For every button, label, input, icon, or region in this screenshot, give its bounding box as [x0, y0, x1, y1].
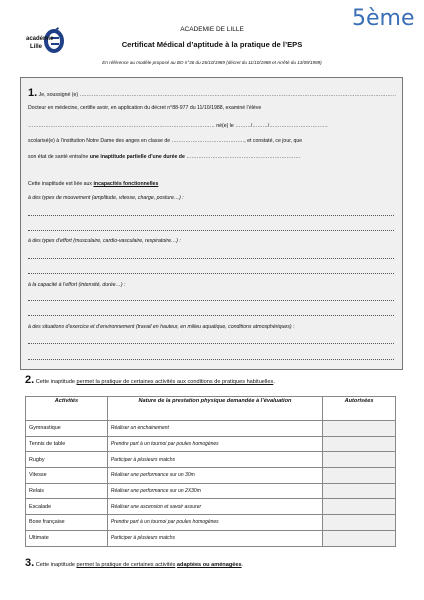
- section1-box: [20, 77, 403, 370]
- activity-cell: Ultimate: [26, 530, 108, 546]
- reference-note: En référence au modèle proposé au BO n°36 du 26/10/1989 (décret du 11/10/1988 et Arrêté du 13/09/1989): [102, 60, 322, 65]
- header-nature: Nature de la prestation physique demandée à l’évaluation: [107, 397, 322, 421]
- incapacites-prefix: Cette inaptitude est liée aux: [28, 181, 94, 187]
- authorized-cell[interactable]: [323, 515, 396, 531]
- header-autorisees: Autorisées: [323, 397, 396, 421]
- section3-prefix: Cette inaptitude: [34, 562, 77, 568]
- section3-number: 3.: [25, 557, 35, 569]
- nature-cell: Réaliser une ascension et savoir assurer: [107, 499, 322, 515]
- section2-heading: [25, 374, 275, 386]
- header-activites: Activités: [26, 397, 108, 421]
- table-row: [26, 515, 396, 531]
- answer-line[interactable]: [28, 215, 394, 216]
- duree-line[interactable]: [28, 154, 300, 160]
- section3-heading: [25, 557, 243, 569]
- table-row: [26, 421, 396, 437]
- grade-label: 5ème: [352, 6, 415, 31]
- table-row: [26, 468, 396, 484]
- incapacites-label: incapacités fonctionnelles: [93, 181, 159, 187]
- nature-cell: Participer à plusieurs matchs: [107, 530, 322, 546]
- section3-suffix: .: [241, 562, 244, 568]
- q-capacite: à la capacité à l’effort (intensité, durée…) :: [28, 282, 126, 288]
- activity-cell: Boxe française: [26, 515, 108, 531]
- duree-prefix: son état de santé entraîne: [28, 154, 90, 160]
- authorized-cell[interactable]: [323, 421, 396, 437]
- classe-field[interactable]: scolarisé(e) à l’institution Notre Dame des anges en classe de ……………………………………, et constaté, ce jour, que: [28, 138, 303, 144]
- authorized-cell[interactable]: [323, 530, 396, 546]
- table-header-row: [26, 397, 396, 421]
- academie-heading: ACADEMIE DE LILLE: [180, 26, 244, 33]
- authorized-cell[interactable]: [323, 499, 396, 515]
- table-row: [26, 452, 396, 468]
- table-row: [26, 530, 396, 546]
- activity-cell: Tennis de table: [26, 436, 108, 452]
- svg-text:Lille: Lille: [30, 44, 43, 50]
- nature-cell: Réaliser une performance sur un 2X30m: [107, 483, 322, 499]
- authorized-cell[interactable]: [323, 468, 396, 484]
- page-title: Certificat Médical d’aptitude à la pratique de l’EPS: [121, 40, 303, 49]
- activity-cell: Rugby: [26, 452, 108, 468]
- soussigne-field[interactable]: Je, soussigné (e) …………………………………………………………………………………………………………………………………………………………………: [38, 92, 397, 98]
- section2-prefix: Cette inaptitude: [34, 379, 77, 385]
- nature-cell: Réaliser un enchainement: [107, 421, 322, 437]
- answer-line[interactable]: [28, 359, 394, 360]
- section3-underlined: permet la pratique de certaines activités: [76, 562, 176, 568]
- table-row: [26, 499, 396, 515]
- table-row: [26, 436, 396, 452]
- table-row: [26, 483, 396, 499]
- answer-line[interactable]: [28, 273, 394, 274]
- q-mouvement: à des types de mouvement (amplitude, vitesse, charge, posture…) :: [28, 195, 184, 201]
- authorized-cell[interactable]: [323, 483, 396, 499]
- activities-table: [25, 396, 396, 547]
- duree-field[interactable]: …………………………………………………………: [184, 154, 301, 160]
- answer-line[interactable]: [28, 300, 394, 301]
- section3-bold-underlined: adaptées ou aménagées: [176, 562, 242, 568]
- authorized-cell[interactable]: [323, 452, 396, 468]
- answer-line[interactable]: [28, 315, 394, 316]
- q-effort: à des types d’effort (musculaire, cardio-vasculaire, respiratoire…) :: [28, 238, 181, 244]
- nature-cell: Participer à plusieurs matchs: [107, 452, 322, 468]
- section1-number: 1.: [28, 87, 38, 99]
- q-situations: à des situations d’exercice et d’environnement (travail en hauteur, en milieu aquatique, conditions atmosphériques) :: [28, 324, 295, 330]
- section2-suffix: .: [273, 379, 275, 385]
- incapacites-line: [28, 181, 158, 187]
- docteur-line: Docteur en médecine, certifie avoir, en application du décret n°88-977 du 11/10/1988, examiné l’élève: [28, 105, 262, 111]
- activity-cell: Relais: [26, 483, 108, 499]
- svg-text:académie: académie: [26, 36, 54, 42]
- nature-cell: Prendre part à un tournoi par poules homogènes: [107, 436, 322, 452]
- activity-cell: Escalade: [26, 499, 108, 515]
- activity-cell: Gymnastique: [26, 421, 108, 437]
- nature-cell: Prendre part à un tournoi par poules homogènes: [107, 515, 322, 531]
- answer-line[interactable]: [28, 258, 394, 259]
- activity-cell: Vitesse: [26, 468, 108, 484]
- authorized-cell[interactable]: [323, 436, 396, 452]
- answer-line[interactable]: [28, 230, 394, 231]
- duree-bold: une inaptitude partielle d’une durée de: [89, 154, 185, 160]
- nature-cell: Réaliser une performance sur un 30m: [107, 468, 322, 484]
- eleve-name-field[interactable]: ……………………………………………………………………………………………… né(e) le ………/………/…………………………….: [28, 123, 328, 129]
- section2-underlined: permet la pratique de certaines activités aux conditions de pratiques habituelles: [76, 379, 274, 385]
- answer-line[interactable]: [28, 343, 394, 344]
- section1-first-line: [28, 87, 396, 99]
- section2-number: 2.: [25, 374, 35, 386]
